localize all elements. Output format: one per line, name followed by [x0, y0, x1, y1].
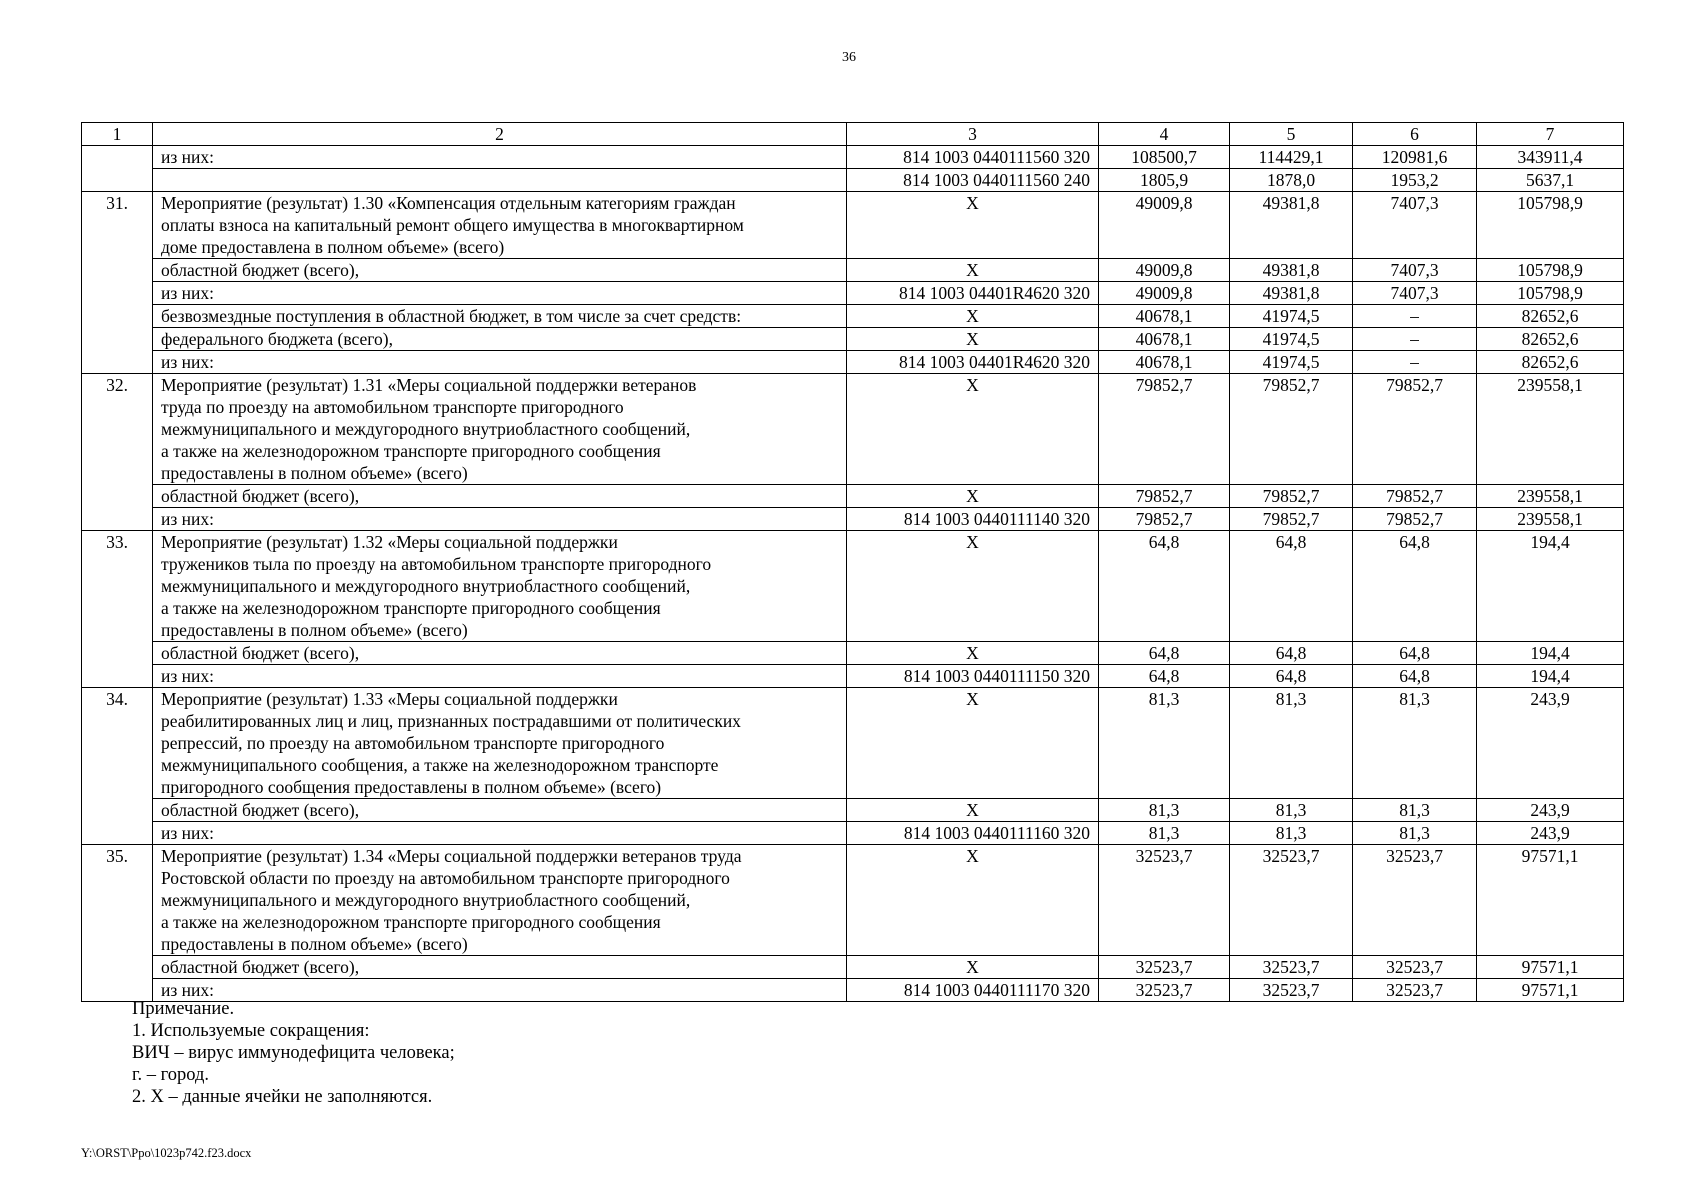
description-cell: из них: [153, 351, 847, 374]
table-row [82, 531, 1624, 642]
budget-code-cell: X [847, 328, 1099, 351]
value-cell-col6: 120981,6 [1353, 146, 1477, 169]
table-row [82, 282, 1624, 305]
value-cell-col6: 32523,7 [1353, 956, 1477, 979]
value-cell-col5: 49381,8 [1230, 192, 1353, 259]
value-cell-col5: 32523,7 [1230, 956, 1353, 979]
value-cell-col7: 239558,1 [1477, 508, 1624, 531]
budget-code-cell: 814 1003 04401R4620 320 [847, 282, 1099, 305]
budget-code-cell: X [847, 642, 1099, 665]
value-cell-col6: 79852,7 [1353, 508, 1477, 531]
value-cell-col7: 105798,9 [1477, 259, 1624, 282]
description-cell: областной бюджет (всего), [153, 799, 847, 822]
budget-code-cell: X [847, 192, 1099, 259]
value-cell-col4: 81,3 [1099, 799, 1230, 822]
value-cell-col4: 49009,8 [1099, 192, 1230, 259]
value-cell-col6: 64,8 [1353, 665, 1477, 688]
value-cell-col6: 64,8 [1353, 531, 1477, 642]
value-cell-col5: 81,3 [1230, 822, 1353, 845]
table-header-row [82, 123, 1624, 146]
header-cell: 4 [1099, 123, 1230, 146]
value-cell-col7: 194,4 [1477, 665, 1624, 688]
value-cell-col4: 40678,1 [1099, 328, 1230, 351]
description-cell: областной бюджет (всего), [153, 259, 847, 282]
value-cell-col5: 32523,7 [1230, 845, 1353, 956]
value-cell-col7: 97571,1 [1477, 845, 1624, 956]
notes-line: г. – город. [132, 1065, 210, 1085]
description-cell: федерального бюджета (всего), [153, 328, 847, 351]
budget-code-cell: X [847, 531, 1099, 642]
table-row [82, 374, 1624, 485]
value-cell-col7: 239558,1 [1477, 374, 1624, 485]
description-cell: безвозмездные поступления в областной бюджет, в том числе за счет средств: [153, 305, 847, 328]
value-cell-col5: 41974,5 [1230, 305, 1353, 328]
value-cell-col6: 79852,7 [1353, 485, 1477, 508]
table-row [82, 485, 1624, 508]
budget-code-cell: X [847, 956, 1099, 979]
value-cell-col5: 64,8 [1230, 665, 1353, 688]
budget-table [81, 122, 1624, 1002]
value-cell-col7: 82652,6 [1477, 328, 1624, 351]
row-number-cell [82, 146, 153, 192]
description-cell: Мероприятие (результат) 1.30 «Компенсация отдельным категориям граждан оплаты взноса на капитальный ремонт общего имущества в многоквартирном доме предоставлена в полном объеме» (всего) [153, 192, 847, 259]
value-cell-col7: 343911,4 [1477, 146, 1624, 169]
description-cell: Мероприятие (результат) 1.32 «Меры социальной поддержки тружеников тыла по проезду на автомобильном транспорте пригородного межмуниципального и междугородного внутриобластного сообщений, а также на железнодорожном транспорте пригородного сообщения предоставлены в полном объеме» (всего) [153, 531, 847, 642]
description-cell: областной бюджет (всего), [153, 642, 847, 665]
value-cell-col4: 64,8 [1099, 642, 1230, 665]
value-cell-col7: 243,9 [1477, 799, 1624, 822]
table-row [82, 642, 1624, 665]
value-cell-col4: 32523,7 [1099, 956, 1230, 979]
description-cell: областной бюджет (всего), [153, 956, 847, 979]
value-cell-col4: 108500,7 [1099, 146, 1230, 169]
value-cell-col4: 79852,7 [1099, 485, 1230, 508]
budget-code-cell: 814 1003 0440111560 320 [847, 146, 1099, 169]
table-row [82, 351, 1624, 374]
value-cell-col6: 64,8 [1353, 642, 1477, 665]
table-row [82, 259, 1624, 282]
value-cell-col4: 79852,7 [1099, 374, 1230, 485]
value-cell-col7: 239558,1 [1477, 485, 1624, 508]
description-cell: Мероприятие (результат) 1.34 «Меры социальной поддержки ветеранов труда Ростовской области по проезду на автомобильном транспорте пригородного межмуниципального и междугородного внутриобластного сообщений, а также на железнодорожном транспорте пригородного сообщения предоставлены в полном объеме» (всего) [153, 845, 847, 956]
page-number: 36 [842, 50, 856, 65]
header-cell: 7 [1477, 123, 1624, 146]
header-cell: 6 [1353, 123, 1477, 146]
value-cell-col4: 64,8 [1099, 665, 1230, 688]
value-cell-col5: 79852,7 [1230, 374, 1353, 485]
row-number-cell: 31. [82, 192, 153, 374]
header-cell: 1 [82, 123, 153, 146]
value-cell-col7: 82652,6 [1477, 305, 1624, 328]
value-cell-col6: 81,3 [1353, 799, 1477, 822]
value-cell-col6: 32523,7 [1353, 845, 1477, 956]
budget-code-cell: X [847, 845, 1099, 956]
notes-line: ВИЧ – вирус иммунодефицита человека; [132, 1043, 455, 1063]
row-number-cell: 34. [82, 688, 153, 845]
value-cell-col6: – [1353, 328, 1477, 351]
table-row [82, 688, 1624, 799]
value-cell-col4: 81,3 [1099, 822, 1230, 845]
value-cell-col5: 41974,5 [1230, 351, 1353, 374]
value-cell-col4: 64,8 [1099, 531, 1230, 642]
header-cell: 5 [1230, 123, 1353, 146]
value-cell-col5: 49381,8 [1230, 282, 1353, 305]
value-cell-col7: 5637,1 [1477, 169, 1624, 192]
description-cell: Мероприятие (результат) 1.33 «Меры социальной поддержки реабилитированных лиц и лиц, признанных пострадавшими от политических репрессий, по проезду на автомобильном транспорте пригородного межмуниципального сообщения, а также на железнодорожном транспорте пригородного сообщения предоставлены в полном объеме» (всего) [153, 688, 847, 799]
value-cell-col5: 79852,7 [1230, 485, 1353, 508]
description-cell: из них: [153, 822, 847, 845]
value-cell-col7: 97571,1 [1477, 979, 1624, 1002]
budget-code-cell: 814 1003 0440111560 240 [847, 169, 1099, 192]
value-cell-col7: 97571,1 [1477, 956, 1624, 979]
value-cell-col4: 1805,9 [1099, 169, 1230, 192]
value-cell-col4: 79852,7 [1099, 508, 1230, 531]
value-cell-col5: 79852,7 [1230, 508, 1353, 531]
value-cell-col5: 114429,1 [1230, 146, 1353, 169]
row-number-cell: 32. [82, 374, 153, 531]
notes-line: 2. X – данные ячейки не заполняются. [132, 1087, 433, 1107]
budget-code-cell: 814 1003 0440111170 320 [847, 979, 1099, 1002]
notes-block [132, 998, 455, 1108]
description-cell: из них: [153, 508, 847, 531]
table-row [82, 305, 1624, 328]
budget-code-cell: X [847, 374, 1099, 485]
value-cell-col4: 49009,8 [1099, 259, 1230, 282]
table-row [82, 508, 1624, 531]
value-cell-col4: 32523,7 [1099, 845, 1230, 956]
budget-code-cell: X [847, 799, 1099, 822]
value-cell-col5: 64,8 [1230, 642, 1353, 665]
value-cell-col6: 1953,2 [1353, 169, 1477, 192]
value-cell-col6: 32523,7 [1353, 979, 1477, 1002]
budget-code-cell: X [847, 305, 1099, 328]
table-row [82, 799, 1624, 822]
description-cell: Мероприятие (результат) 1.31 «Меры социальной поддержки ветеранов труда по проезду на автомобильном транспорте пригородного межмуниципального и междугородного внутриобластного сообщений, а также на железнодорожном транспорте пригородного сообщения предоставлены в полном объеме» (всего) [153, 374, 847, 485]
value-cell-col6: 7407,3 [1353, 282, 1477, 305]
value-cell-col4: 40678,1 [1099, 305, 1230, 328]
value-cell-col4: 81,3 [1099, 688, 1230, 799]
value-cell-col5: 81,3 [1230, 688, 1353, 799]
table-row [82, 665, 1624, 688]
table-row [82, 192, 1624, 259]
budget-code-cell: X [847, 688, 1099, 799]
description-cell: из них: [153, 146, 847, 169]
budget-code-cell: 814 1003 0440111150 320 [847, 665, 1099, 688]
table-row [82, 328, 1624, 351]
table-row [82, 845, 1624, 956]
value-cell-col6: 7407,3 [1353, 192, 1477, 259]
value-cell-col4: 40678,1 [1099, 351, 1230, 374]
value-cell-col5: 64,8 [1230, 531, 1353, 642]
header-cell: 2 [153, 123, 847, 146]
value-cell-col6: 81,3 [1353, 822, 1477, 845]
budget-code-cell: X [847, 259, 1099, 282]
table-row [82, 146, 1624, 169]
value-cell-col4: 49009,8 [1099, 282, 1230, 305]
value-cell-col5: 41974,5 [1230, 328, 1353, 351]
value-cell-col6: 81,3 [1353, 688, 1477, 799]
footer-file-path: Y:\ORST\Ppo\1023p742.f23.docx [81, 1146, 252, 1160]
value-cell-col5: 1878,0 [1230, 169, 1353, 192]
notes-line: 1. Используемые сокращения: [132, 1021, 370, 1041]
table-row [82, 956, 1624, 979]
budget-code-cell: 814 1003 0440111140 320 [847, 508, 1099, 531]
value-cell-col7: 243,9 [1477, 822, 1624, 845]
value-cell-col7: 194,4 [1477, 642, 1624, 665]
description-cell: областной бюджет (всего), [153, 485, 847, 508]
header-cell: 3 [847, 123, 1099, 146]
description-cell [153, 169, 847, 192]
value-cell-col6: 7407,3 [1353, 259, 1477, 282]
description-cell: из них: [153, 979, 847, 1002]
value-cell-col7: 105798,9 [1477, 192, 1624, 259]
budget-code-cell: X [847, 485, 1099, 508]
value-cell-col6: 79852,7 [1353, 374, 1477, 485]
description-cell: из них: [153, 665, 847, 688]
budget-code-cell: 814 1003 04401R4620 320 [847, 351, 1099, 374]
value-cell-col5: 81,3 [1230, 799, 1353, 822]
value-cell-col7: 243,9 [1477, 688, 1624, 799]
value-cell-col7: 82652,6 [1477, 351, 1624, 374]
table-row [82, 822, 1624, 845]
budget-code-cell: 814 1003 0440111160 320 [847, 822, 1099, 845]
value-cell-col5: 49381,8 [1230, 259, 1353, 282]
value-cell-col6: – [1353, 351, 1477, 374]
value-cell-col7: 194,4 [1477, 531, 1624, 642]
value-cell-col6: – [1353, 305, 1477, 328]
description-cell: из них: [153, 282, 847, 305]
row-number-cell: 33. [82, 531, 153, 688]
row-number-cell: 35. [82, 845, 153, 1002]
value-cell-col7: 105798,9 [1477, 282, 1624, 305]
value-cell-col4: 32523,7 [1099, 979, 1230, 1002]
notes-title: Примечание. [132, 999, 235, 1019]
table-row [82, 169, 1624, 192]
value-cell-col5: 32523,7 [1230, 979, 1353, 1002]
